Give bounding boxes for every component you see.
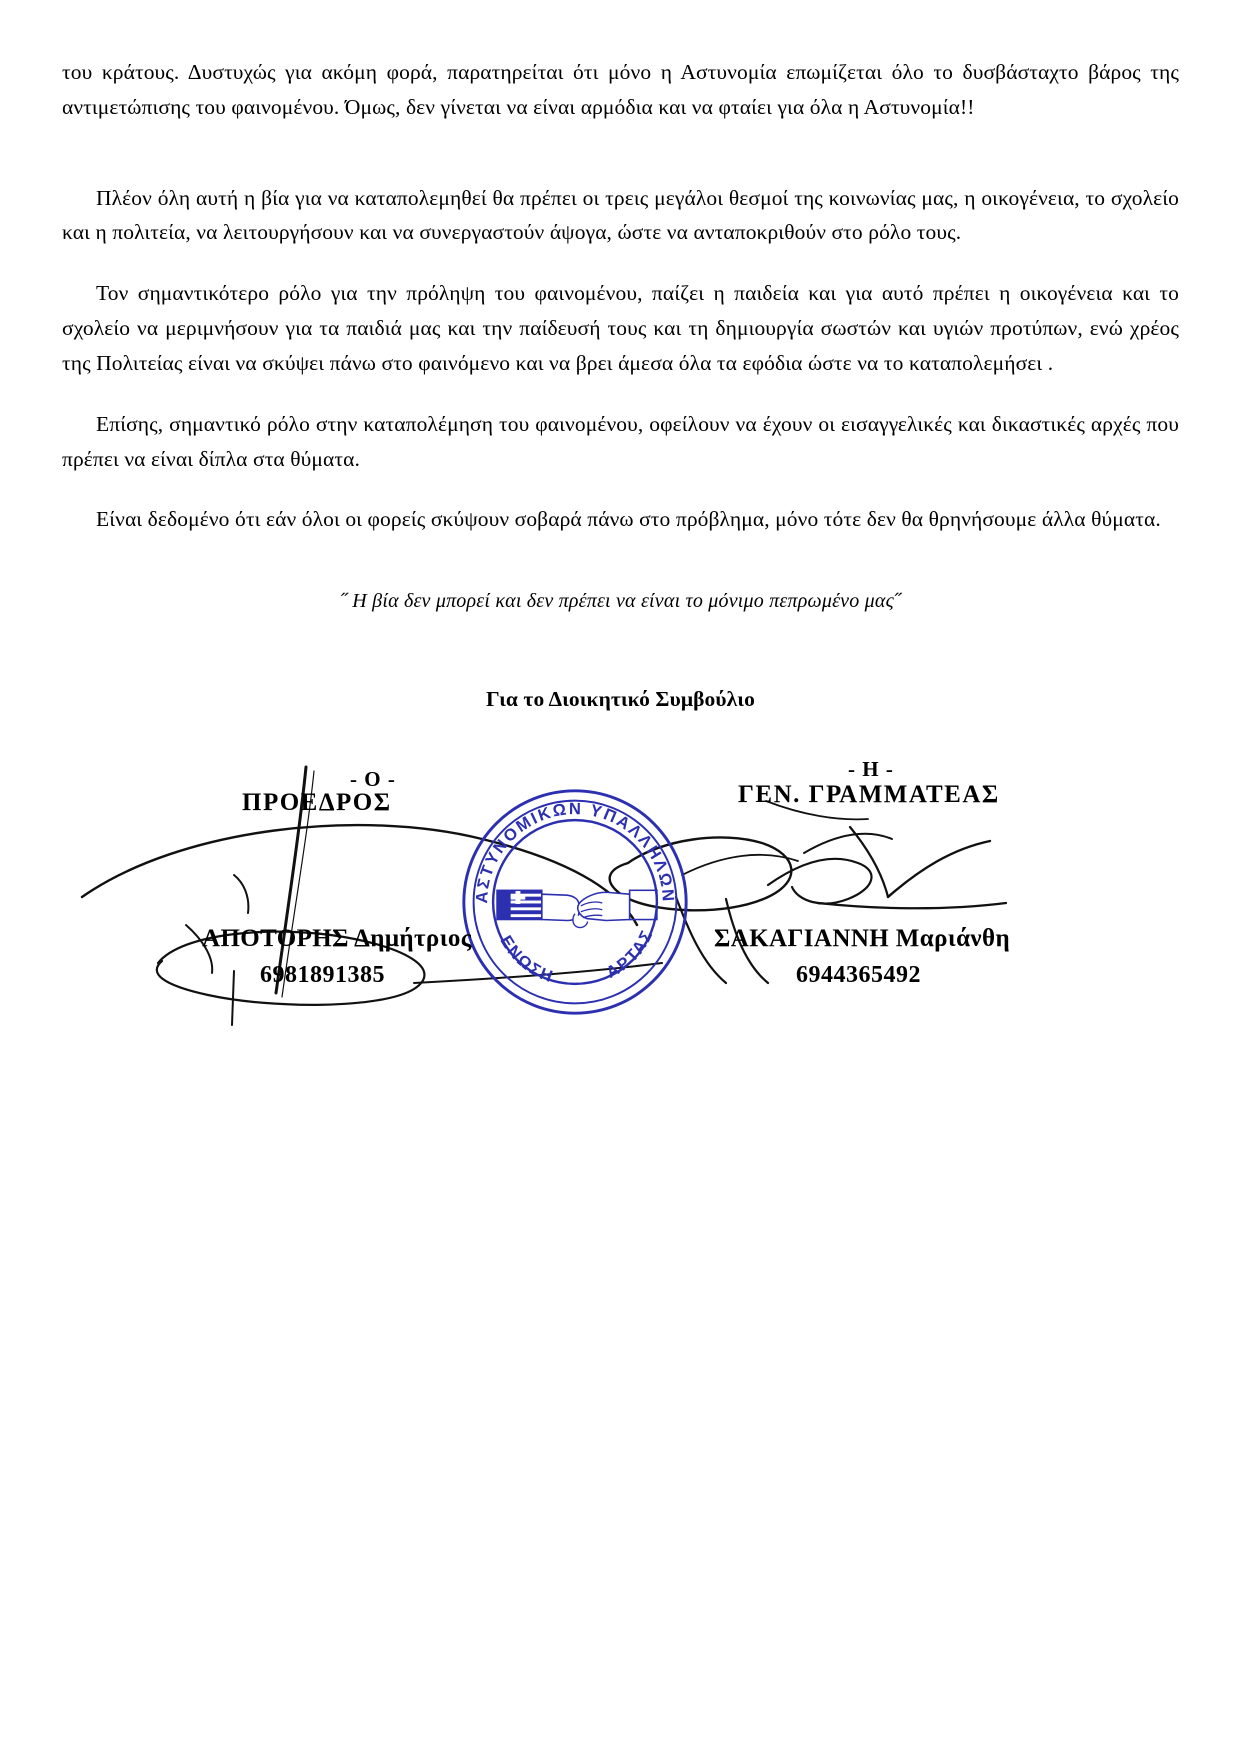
paragraph-conclusion: Είναι δεδομένο ότι εάν όλοι οι φορείς σκύψουν σοβαρά πάνω στο πρόβλημα, μόνο τότε δεν θα θρηνήσουμε άλλα θύματα.	[96, 507, 1161, 532]
paragraph-spacer	[62, 250, 1179, 276]
president-name: ΑΠΟΤΟΡΗΣ Δημήτριος	[202, 924, 472, 952]
signature-block	[62, 757, 1179, 1087]
secretary-phone: 6944365492	[796, 961, 921, 988]
paragraph-institutions: Πλέον όλη αυτή η βία για να καταπολεμηθεί θα πρέπει οι τρεις μεγάλοι θεσμοί της κοινωνίας μας, η οικογένεια, το σχολείο και η πολιτεία, να λειτουργήσουν και να συνεργαστούν άψογα, ώστε να ανταποκριθούν στο ρόλο τους.	[62, 185, 1179, 245]
seal-text-right: ΑΡΤΑΣ	[602, 925, 658, 982]
closing-quote: ˝ Η βία δεν μπορεί και δεν πρέπει να είναι το μόνιμο πεπρωμένο μας˝	[340, 590, 901, 613]
handshake-icon	[497, 890, 657, 927]
paragraph-judicial: Επίσης, σημαντικό ρόλο στην καταπολέμηση του φαινομένου, οφείλουν να έχουν οι εισαγγελικές και δικαστικές αρχές που πρέπει να είναι δίπλα στα θύματα.	[62, 411, 1179, 471]
paragraph-education: Τον σημαντικότερο ρόλο για την πρόληψη του φαινομένου, παίζει η παιδεία και για αυτό πρέπει η οικογένεια και το σχολείο να μεριμνήσουν για τα παιδιά μας και την παίδευσή τους και τη δημιουργία σωστών και υγιών προτύπων, ενώ χρέος της Πολιτείας είναι να σκύψει πάνω στο φαινόμενο και να βρει άμεσα όλα τα εφόδια ώστε να το καταπολεμήσει .	[62, 281, 1179, 375]
president-phone: 6981891385	[260, 961, 385, 988]
secretary-dash-label: - Η -	[848, 756, 894, 781]
secretary-role: ΓΕΝ. ΓΡΑΜΜΑΤΕΑΣ	[738, 780, 1000, 808]
document-body	[62, 55, 1179, 717]
seal-text-top: ΑΣΤΥΝΟΜΙΚΩΝ ΥΠΑΛΛΗΛΩΝ	[472, 798, 678, 904]
paragraph-spacer	[62, 125, 1179, 181]
paragraph-continuation: του κράτους. Δυστυχώς για ακόμη φορά, παρατηρείται ότι μόνο η Αστυνομία επωμίζεται όλο το δυσβάσταχτο βάρος της αντιμετώπισης του φαινομένου. Όμως, δεν γίνεται να είναι αρμόδια και να φταίει για όλα η Αστυνομία!!	[62, 60, 1179, 119]
paragraph-spacer	[62, 381, 1179, 407]
seal-text-bottom: ΕΝΩΣΗ	[496, 931, 558, 987]
president-dash-label: - Ο -	[350, 766, 396, 791]
paragraph-spacer	[62, 476, 1179, 502]
president-role: ΠΡΟΕΔΡΟΣ	[242, 788, 392, 816]
secretary-name: ΣΑΚΑΓΙΑΝΝΗ Μαριάνθη	[714, 924, 1011, 952]
official-seal	[458, 785, 692, 1019]
board-heading: Για το Διοικητικό Συμβούλιο	[486, 686, 755, 711]
